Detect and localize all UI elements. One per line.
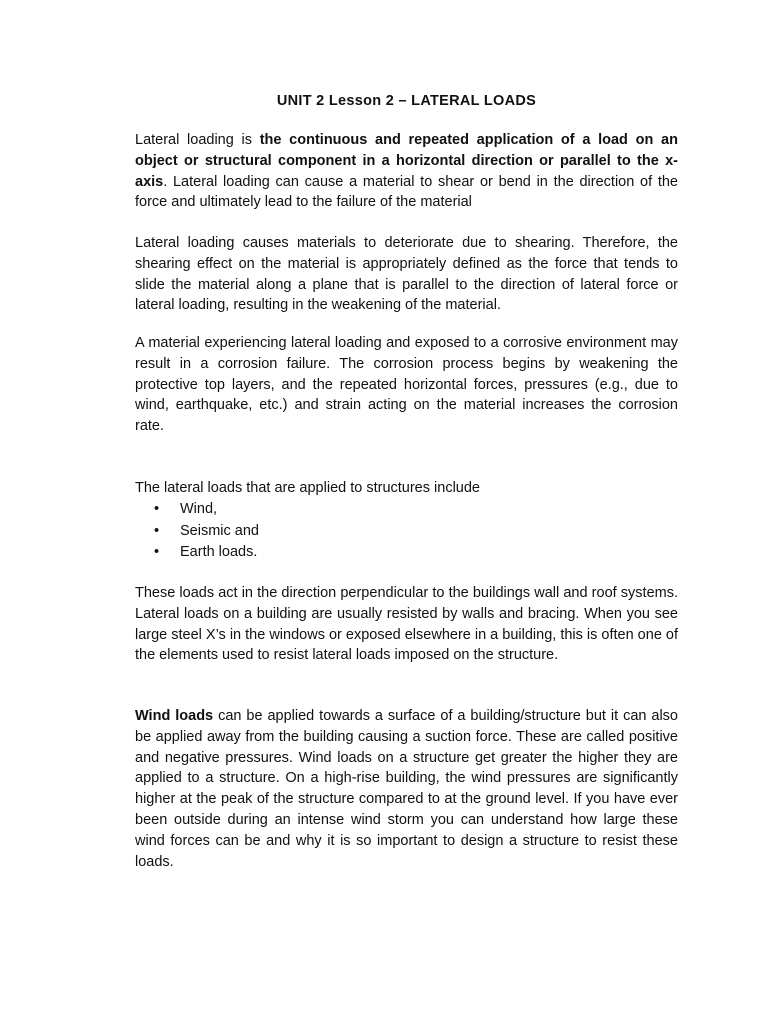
- paragraph-definition-rest: . Lateral loading can cause a material to shear or bend in the direction of the force and ultimately lead to the failure of the material: [135, 173, 678, 211]
- page-title: UNIT 2 Lesson 2 – LATERAL LOADS: [276, 93, 537, 109]
- list-item: [135, 521, 259, 543]
- list-item: [135, 499, 259, 521]
- list-item-label: Earth loads.: [180, 544, 258, 560]
- list-item-label: Seismic and: [180, 522, 259, 539]
- paragraph-definition-bold: the continuous and repeated application of a load on an object or structural component in a horizontal direction or parallel to the x-axis: [135, 132, 678, 190]
- lateral-loads-list: [135, 499, 259, 564]
- bullet-icon: •: [154, 544, 160, 560]
- list-intro: The lateral loads that are applied to structures include: [135, 480, 480, 496]
- paragraph-corrosion: A material experiencing lateral loading and exposed to a corrosive environment may result in a corrosion failure. The corrosion process begins by weakening the protective top layers, and the repeated horizontal forces, pressures (e.g., due to wind, earthquake, etc.) and strain acting on the material increases the corrosion rate.: [135, 335, 678, 435]
- list-item-label: Wind,: [180, 501, 218, 517]
- paragraph-wind-loads: [135, 706, 678, 872]
- list-item: [135, 542, 259, 564]
- paragraph-wind-loads-rest: can be applied towards a surface of a building/structure but it can also be applied away from the building causing a suction force. These are called positive and negative pressures. Wind loads on a structure get greater the higher they are applied to a structure. On a high-rise building, the wind pressures are significantly higher at the peak of the structure compared to at the ground level. If you have ever been outside during an intense wind storm you can understand how large these wind forces can be and why it is so important to design a structure to resist these loads.: [135, 708, 678, 870]
- paragraph-wind-loads-bold: Wind loads: [135, 708, 214, 724]
- paragraph-shearing: Lateral loading causes materials to deteriorate due to shearing. Therefore, the shearing effect on the material is appropriately defined as the force that tends to slide the material along a plane that is parallel to the direction of lateral force or lateral loading, resulting in the weakening of the material.: [135, 235, 678, 314]
- bullet-icon: •: [154, 501, 160, 517]
- paragraph-resistance: These loads act in the direction perpendicular to the buildings wall and roof systems. Lateral loads on a building are usually resisted by walls and bracing. When you see large steel X’s in the windows or exposed elsewhere in a building, this is often one of the elements used to resist lateral loads imposed on the structure.: [135, 585, 678, 664]
- bullet-icon: •: [154, 522, 160, 539]
- document-page: [135, 0, 678, 1024]
- paragraph-definition-lead: Lateral loading is: [135, 132, 260, 148]
- paragraph-definition: [135, 130, 678, 213]
